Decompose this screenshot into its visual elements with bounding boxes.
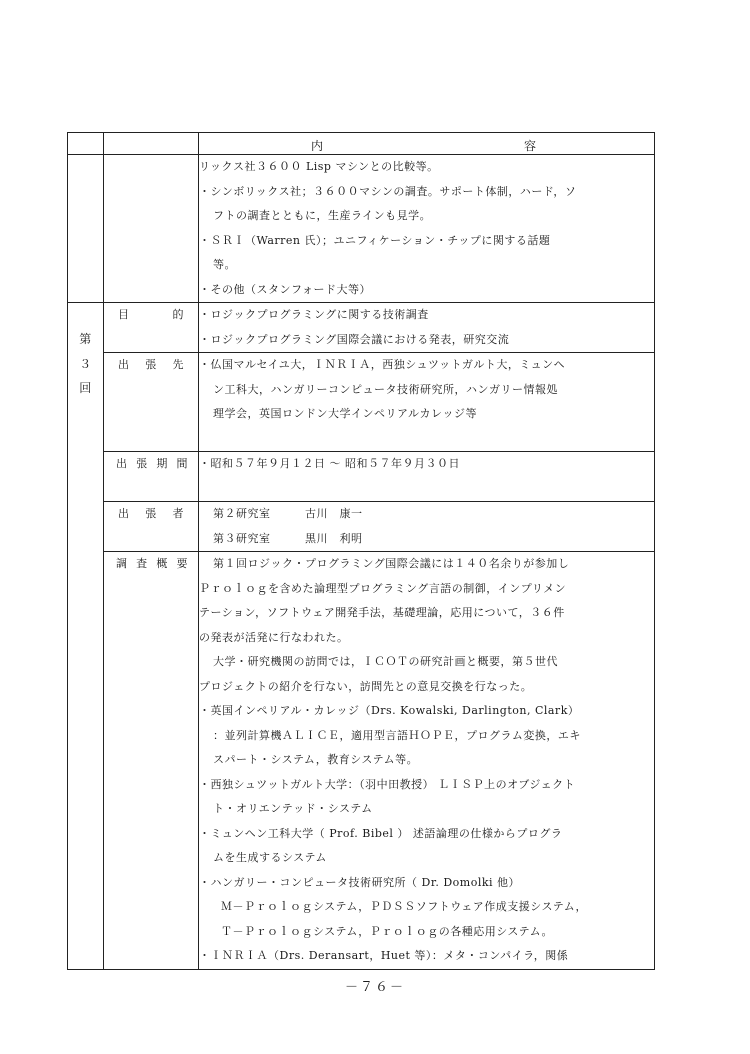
summary-content	[199, 552, 655, 970]
purpose-line: ・ロジックプログラミングに関する技術調査	[199, 308, 429, 321]
continued-line: 等。	[213, 258, 236, 271]
destination-line: ・仏国マルセイユ大，ＩＮＲＩＡ，西独シュツットガルト大，ミュンヘ	[199, 358, 566, 371]
purpose-label-cell	[104, 303, 199, 353]
summary-line: Ｔ－Ｐｒｏｌｏｇシステム，Ｐｒｏｌｏｇの各種応用システム。	[221, 924, 553, 938]
report-table	[67, 132, 655, 970]
summary-line: ・ハンガリー・コンピュータ技術研究所（ Dr. Domolki 他）	[199, 875, 521, 889]
person-name: 黒川 利明	[305, 531, 363, 545]
header-blank-1	[68, 133, 104, 155]
continued-row	[68, 155, 655, 303]
summary-label: 調 査 概 要	[116, 557, 188, 570]
traveler-line	[199, 527, 654, 552]
header-content-cell	[199, 133, 655, 155]
destination-row	[68, 353, 655, 452]
destination-label: 出 張 先	[118, 358, 184, 371]
purpose-content	[199, 303, 655, 353]
destination-line: 理学会，英国ロンドン大学インペリアルカレッジ等	[213, 407, 477, 420]
purpose-label: 目 的	[118, 308, 184, 321]
summary-line: プロジェクトの紹介を行ない，訪問先との意見交換を行なった。	[199, 679, 533, 693]
traveler-label: 出 張 者	[118, 507, 184, 520]
round-label-cell	[68, 303, 104, 970]
continued-line: フトの調査とともに，生産ラインも見学。	[213, 209, 432, 222]
header-char-1: 内	[311, 139, 324, 153]
traveler-row	[68, 502, 655, 552]
summary-row	[68, 552, 655, 970]
summary-line: ・西独シュツットガルト大学：（羽中田教授） ＬＩＳＰ上のオブジェクト	[199, 777, 576, 791]
period-row	[68, 452, 655, 502]
traveler-line	[199, 502, 654, 527]
continued-line: ・シンボリックス社；３６００マシンの調査。サポート体制，ハード，ソ	[199, 184, 577, 198]
summary-line: テーション，ソフトウェア開発手法，基礎理論，応用について，３６件	[199, 606, 565, 619]
summary-line: 第１回ロジック・プログラミング国際会議には１４０名余りが参加し	[213, 557, 570, 570]
round-char: 第	[79, 332, 92, 346]
summary-line: ：並列計算機ＡＬＩＣＥ，適用型言語ＨＯＰＥ，プログラム変換，エキ	[213, 728, 581, 742]
summary-line: の発表が活発に行なわれた。	[199, 630, 349, 644]
round-char: ３	[79, 356, 92, 371]
summary-line: スパート・システム，教育システム等。	[213, 753, 419, 766]
period-label: 出 張 期 間	[116, 457, 188, 470]
summary-label-cell	[104, 552, 199, 970]
period-value: ・昭和５７年９月１２日 〜 昭和５７年９月３０日	[199, 457, 460, 470]
round-char: 回	[79, 381, 92, 395]
purpose-row	[68, 303, 655, 353]
continued-line: リックス社３６００ Lisp マシンとの比較等。	[199, 160, 439, 173]
summary-line: Ｍ－Ｐｒｏｌｏｇシステム，ＰＤＳＳソフトウェア作成支援システム，	[221, 900, 588, 913]
item-blank-cell	[104, 155, 199, 303]
research-room: 第２研究室	[213, 507, 271, 520]
summary-line: ムを生成するシステム	[213, 851, 327, 864]
purpose-line: ・ロジックプログラミング国際会議における発表，研究交流	[199, 332, 510, 346]
continued-content	[199, 155, 655, 303]
header-blank-2	[104, 133, 199, 155]
continued-line: ・ＳＲＩ（Warren 氏）；ユニフィケーション・チップに関する話題	[199, 233, 551, 247]
summary-line: ・ＩＮＲＩＡ（Drs. Deransart，Huet 等）：メタ・コンパイラ，関係	[199, 949, 569, 962]
continued-line: ・その他（スタンフォード大等）	[199, 282, 371, 296]
round-blank-cell	[68, 155, 104, 303]
summary-line: 大学・研究機関の訪問では，ＩＣＯＴの研究計画と概要，第５世代	[213, 655, 558, 668]
research-room: 第３研究室	[213, 531, 271, 545]
destination-line: ン工科大，ハンガリーコンピュータ技術研究所，ハンガリー情報処	[213, 382, 558, 396]
traveler-content	[199, 502, 655, 552]
destination-spacer	[199, 427, 654, 452]
summary-line: ト・オリエンテッド・システム	[213, 802, 373, 815]
header-char-2: 容	[524, 139, 537, 153]
summary-line: Ｐｒｏｌｏｇを含めた論理型プログラミング言語の制御，インプリメン	[199, 581, 567, 595]
period-label-cell	[104, 452, 199, 502]
summary-line: ・ミュンヘン工科大学（ Prof. Bibel ） 述語論理の仕様からプログラ	[199, 826, 563, 840]
person-name: 古川 康一	[305, 507, 363, 520]
page-number: －７６－	[344, 980, 405, 995]
period-content	[199, 452, 655, 502]
table-header-row	[68, 133, 655, 155]
summary-line: ・英国インペリアル・カレッジ（Drs. Kowalski, Darlington, Clark）	[199, 704, 580, 717]
destination-label-cell	[104, 353, 199, 452]
destination-content	[199, 353, 655, 452]
traveler-label-cell	[104, 502, 199, 552]
